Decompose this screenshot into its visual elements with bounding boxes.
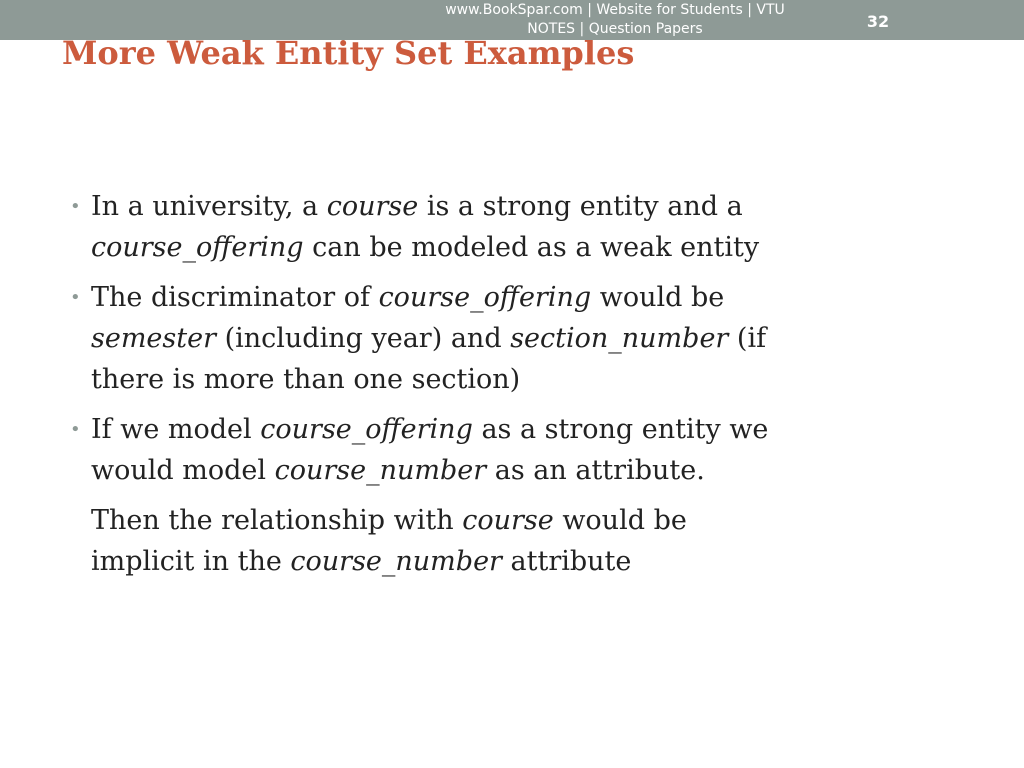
bullet-item-1: [70, 186, 940, 268]
bullet-1-line-1: • In a university, a course is a strong entity and a: [91, 191, 743, 222]
bullet-2-line-1: • The discriminator of course_offering would be: [91, 282, 725, 313]
continuation-paragraph: [70, 500, 940, 582]
bullet-3-line-2: would model course_number as an attribute.: [91, 455, 705, 486]
bullet-2-line-3: there is more than one section): [91, 364, 521, 395]
bullet-item-2: [70, 277, 940, 400]
bullet-1-line-2: course_offering can be modeled as a weak entity: [91, 232, 760, 263]
bullet-list: [70, 186, 940, 591]
slide-title: More Weak Entity Set Examples: [62, 34, 635, 72]
page-number: 32: [866, 12, 890, 31]
continuation-line-1: Then the relationship with course would be: [91, 505, 687, 536]
watermark-line-2: NOTES | Question Papers: [527, 21, 703, 37]
bullet-3-line-1: • If we model course_offering as a strong entity we: [91, 414, 769, 445]
watermark-line-1: www.BookSpar.com | Website for Students | VTU: [445, 2, 785, 18]
continuation-line-2: implicit in the course_number attribute: [91, 546, 632, 577]
bullet-2-line-2: semester (including year) and section_number (if: [91, 323, 767, 354]
bullet-item-3: [70, 409, 940, 491]
